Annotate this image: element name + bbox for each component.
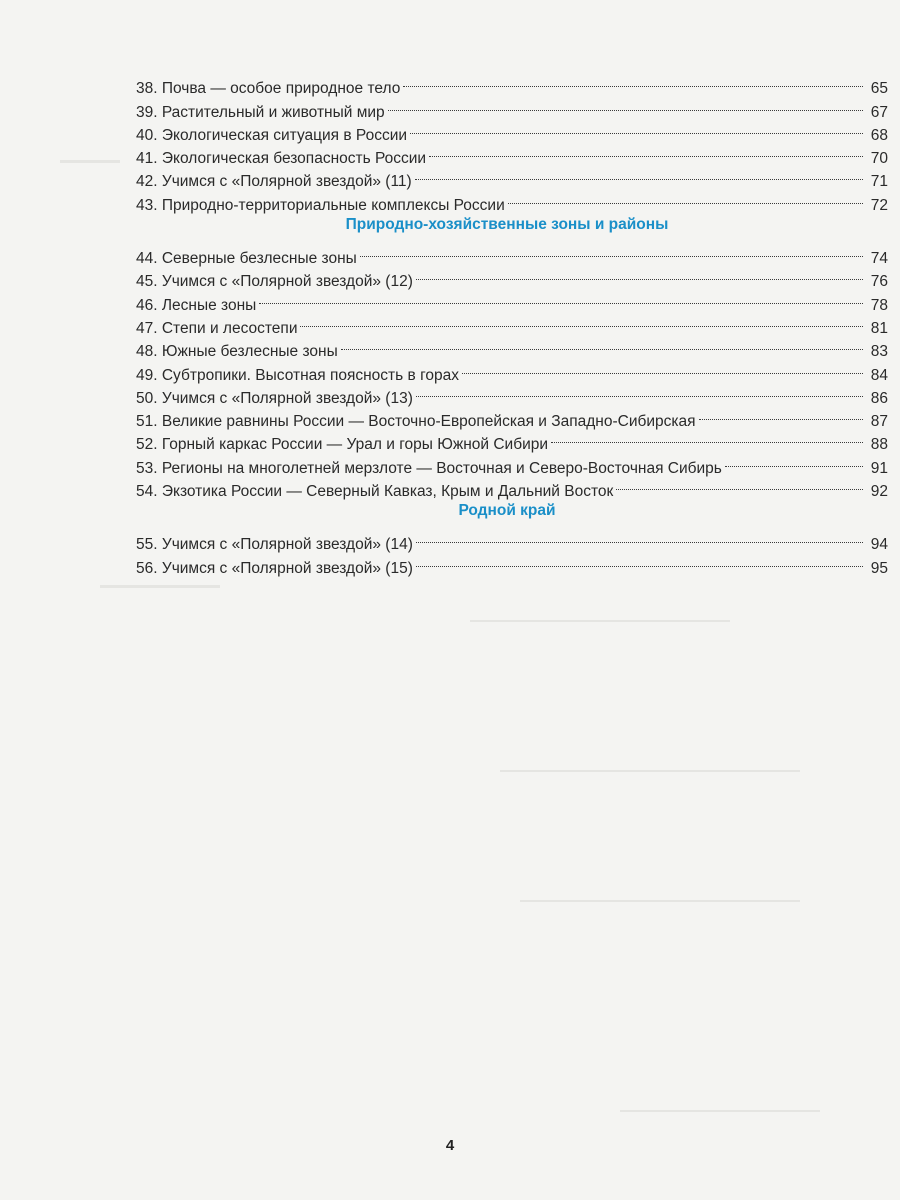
toc-entry-title: 52. Горный каркас России — Урал и горы Южной Сибири: [136, 436, 549, 454]
toc-entry-page: 87: [870, 413, 888, 431]
toc-group-2: [136, 240, 888, 501]
toc-entry-title: 50. Учимся с «Полярной звездой» (13): [136, 389, 413, 407]
dot-leader: [416, 526, 863, 549]
dot-leader: [508, 186, 863, 209]
toc-group-1: [136, 70, 888, 214]
toc-entry-title: 41. Экологическая безопасность России: [136, 150, 427, 168]
toc-entry[interactable]: [136, 70, 888, 98]
toc-entry-title: 55. Учимся с «Полярной звездой» (14): [136, 536, 413, 554]
dot-leader: [462, 356, 863, 379]
toc-entry-page: 81: [870, 319, 888, 337]
toc-entry-page: 70: [870, 150, 888, 168]
dot-leader: [551, 426, 863, 449]
toc-entry-title: 40. Экологическая ситуация в России: [136, 126, 408, 144]
toc-entry-page: 78: [870, 296, 888, 314]
section-heading-native-land: Родной край: [458, 502, 556, 520]
toc-entry-title: 45. Учимся с «Полярной звездой» (12): [136, 273, 413, 291]
dot-leader: [416, 549, 863, 572]
show-through-mark: [620, 1110, 820, 1112]
toc-entry-page: 68: [870, 126, 888, 144]
toc-entry-title: 43. Природно-территориальные комплексы России: [136, 196, 505, 214]
dot-leader: [388, 93, 863, 116]
toc-entry-page: 83: [870, 343, 888, 361]
toc-entry-page: 95: [870, 559, 888, 577]
dot-leader: [360, 240, 863, 263]
dot-leader: [403, 70, 863, 93]
toc-entry-title: 47. Степи и лесостепи: [136, 319, 298, 337]
toc-entry-title: 44. Северные безлесные зоны: [136, 250, 357, 268]
dot-leader: [410, 117, 863, 140]
toc-entry-title: 46. Лесные зоны: [136, 296, 257, 314]
toc-entry-title: 39. Растительный и животный мир: [136, 103, 385, 121]
toc-entry-page: 74: [870, 250, 888, 268]
toc-entry-title: 42. Учимся с «Полярной звездой» (11): [136, 173, 412, 191]
toc-entry-page: 71: [870, 173, 888, 191]
toc-entry-title: 53. Регионы на многолетней мерзлоте — Восточная и Северо-Восточная Сибирь: [136, 459, 722, 477]
show-through-mark: [100, 585, 220, 588]
toc-entry-page: 84: [870, 366, 888, 384]
show-through-mark: [520, 900, 800, 902]
dot-leader: [415, 163, 863, 186]
dot-leader: [699, 403, 863, 426]
show-through-mark: [470, 620, 730, 622]
show-through-mark: [60, 160, 120, 163]
toc-entry[interactable]: [136, 240, 888, 268]
dot-leader: [725, 449, 863, 472]
dot-leader: [429, 140, 863, 163]
toc-entry-title: 54. Экзотика России — Северный Кавказ, Крым и Дальний Восток: [136, 483, 614, 501]
toc-entry-page: 92: [870, 483, 888, 501]
toc-entry-page: 88: [870, 436, 888, 454]
toc-entry-page: 65: [870, 80, 888, 98]
toc-entry-title: 48. Южные безлесные зоны: [136, 343, 338, 361]
dot-leader: [416, 380, 863, 403]
toc-entry-title: 49. Субтропики. Высотная поясность в горах: [136, 366, 459, 384]
toc-group-3: [136, 526, 888, 577]
page-number: 4: [445, 1137, 455, 1154]
toc-entry-page: 76: [870, 273, 888, 291]
dot-leader: [300, 310, 863, 333]
table-of-contents: [136, 70, 888, 577]
toc-entry-page: 91: [870, 459, 888, 477]
dot-leader: [616, 473, 863, 496]
toc-entry-title: 38. Почва — особое природное тело: [136, 80, 401, 98]
toc-entry-page: 94: [870, 536, 888, 554]
toc-entry-page: 86: [870, 389, 888, 407]
section-heading-zones: Природно-хозяйственные зоны и районы: [345, 215, 669, 233]
show-through-mark: [500, 770, 800, 772]
toc-entry-page: 72: [870, 196, 888, 214]
toc-entry[interactable]: [136, 526, 888, 554]
dot-leader: [341, 333, 863, 356]
toc-entry-title: 51. Великие равнины России — Восточно-Европейская и Западно-Сибирская: [136, 413, 696, 431]
toc-entry-title: 56. Учимся с «Полярной звездой» (15): [136, 559, 413, 577]
dot-leader: [259, 286, 863, 309]
dot-leader: [416, 263, 863, 286]
toc-entry-page: 67: [870, 103, 888, 121]
